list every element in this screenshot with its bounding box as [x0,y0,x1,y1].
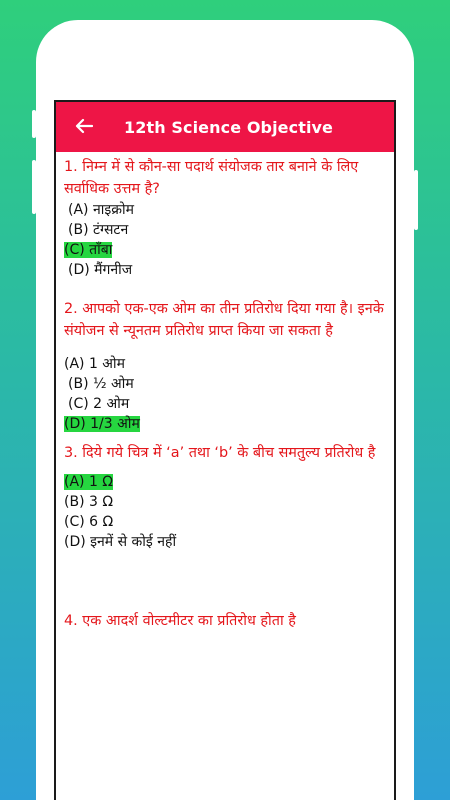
q2-option-a[interactable]: (A) 1 ओम [64,356,126,372]
q1-option-a[interactable]: (A) नाइक्रोम [68,202,134,218]
q1-option-c[interactable] [56,240,394,260]
phone-side-button-left-top [32,110,36,138]
q3-option-b[interactable]: (B) 3 Ω [64,494,114,510]
q1-option-b[interactable]: (B) टंग्सटन [68,222,129,238]
question-4-text: 4. एक आदर्श वोल्टमीटर का प्रतिरोध होता है [64,613,296,629]
phone-side-button-left-bottom [32,160,36,214]
question-1-text: 1. निम्न में से कौन-सा पदार्थ संयोजक तार बनाने के लिए सर्वाधिक उत्तम है? [64,159,359,197]
app-bar [56,102,394,152]
q3-option-a[interactable] [56,472,394,492]
app-screen [56,102,394,800]
correct-answer-highlight: (A) 1 Ω [64,474,114,490]
q1-option-d[interactable]: (D) मैंगनीज [68,262,133,278]
question-2-text: 2. आपको एक-एक ओम का तीन प्रतिरोध दिया गया है। इनके संयोजन से न्यूनतम प्रतिरोध प्राप्त किया जा सकता है [64,301,384,339]
arrow-left-icon [75,115,93,139]
q2-option-d[interactable] [56,414,394,434]
correct-answer-highlight: (C) ताँबा [64,242,113,258]
back-button[interactable] [56,102,112,152]
phone-side-button-right [414,170,418,230]
q2-option-c[interactable]: (C) 2 ओम [68,396,130,412]
correct-answer-highlight: (D) 1/3 ओम [64,416,140,432]
page-title: 12th Science Objective [124,117,334,137]
q3-option-d[interactable]: (D) इनमें से कोई नहीं [64,534,177,550]
q3-option-c[interactable]: (C) 6 Ω [64,514,114,530]
question-list [56,152,394,632]
q2-option-b[interactable]: (B) ½ ओम [68,376,134,392]
question-3-text: 3. दिये गये चित्र में ‘a’ तथा ‘b’ के बीच समतुल्य प्रतिरोध है [64,445,376,461]
